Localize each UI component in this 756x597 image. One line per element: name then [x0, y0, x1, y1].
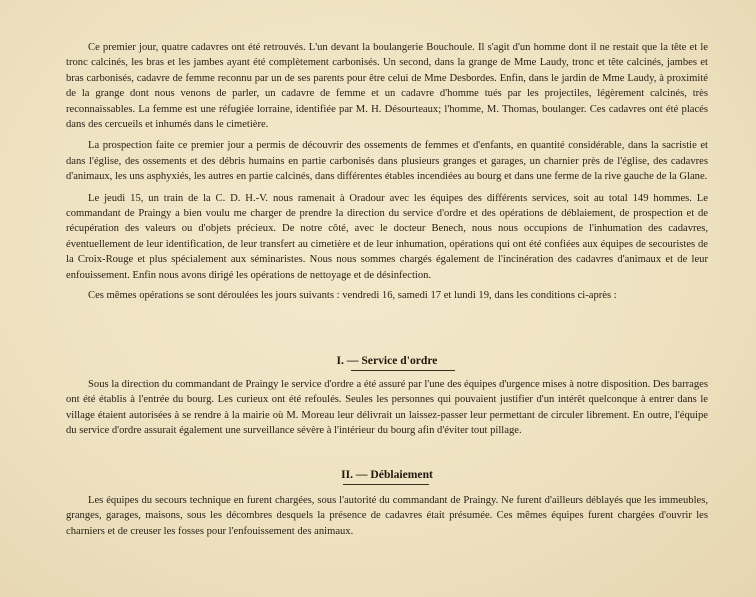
heading-underline-2 — [343, 484, 429, 485]
paragraph-2: La prospection faite ce premier jour a permis de découvrir des ossements de femmes et d'enfants, en quantité considérable, dans la sacristie et dans l'église, des ossements et des débris humains en partie carbonisés dans plusieurs granges et garages, un charnier près de l'église, des cadavres d'animaux, les uns asphyxiés, les autres en partie calcinés, dans différentes étables incendiées au bourg et dans une ferme de la rive gauche de la Glane. — [66, 140, 708, 183]
section-heading-2: II. — Déblaiement — [341, 468, 433, 481]
paragraph-1: Ce premier jour, quatre cadavres ont été retrouvés. L'un devant la boulangerie Bouchoule. Il s'agit d'un homme dont il ne restait que la tête et le tronc calcinés, les bras et les jambes ayant été complètement carbonisés. Un second, dans la grange de Mme Laudy, tronc et tête calcinés, jambes et bras carbonisés, cadavre de femme reconnu par un de ses parents pour être celui de Mme Desbordes. Enfin, dans le jardin de Mme Laudy, à proximité de la grange dont nous venons de parler, un cadavre de femme et un cadavre d'homme tués par les projectiles, légèrement calcinés, très reconnaissables. La femme est une réfugiée lorraine, identifiée par M. H. Désourteaux; l'homme, M. Thomas, boulanger. Ces cadavres ont été placés dans des cercueils et inhumés dans le cimetière. — [66, 42, 708, 131]
section-heading-1: I. — Service d'ordre — [336, 354, 438, 367]
text-section-1 — [66, 40, 708, 304]
paragraph-5: Sous la direction du commandant de Praingy le service d'ordre a été assuré par l'une des équipes d'urgence mises à notre disposition. Des barrages ont été établis à l'entrée du bourg. Les curieux ont été refoulés. Seules les personnes qui pouvaient justifier d'un intérêt quelconque à entrer dans le village étaient autorisées à se rendre à la mairie où M. Moreau leur délivrait un laissez-passer leur permettant de circuler librement. En outre, l'équipe du service d'ordre assurait également une surveillance sévère à l'intérieur du bourg afin d'éviter tout pillage. — [66, 379, 708, 437]
text-section-2 — [66, 377, 708, 439]
text-section-3 — [66, 493, 708, 539]
paragraph-4: Ces mêmes opérations se sont déroulées les jours suivants : vendredi 16, samedi 17 et lundi 19, dans les conditions ci-après : — [88, 290, 617, 302]
paragraph-3: Le jeudi 15, un train de la C. D. H.-V. nous ramenait à Oradour avec les équipes des différents services, soit au total 149 hommes. Le commandant de Praingy a bien voulu me charger de prendre la direction du service d'ordre et des opérations de déblaiement, de prospection et de récupération des valeurs ou d'objets précieux. De notre côté, avec le docteur Benech, nous nous occupions de l'inhumation des cadavres, éventuellement de leur identification, de leur transfert au cimetière et de leur inhumation, opérations qui ont été confiées aux équipes de secouristes de la Croix-Rouge et plus spécialement aux séminaristes. Nous nous sommes chargés également de l'incinération des cadavres d'animaux et de leur enfouissement. Enfin nous avons dirigé les opérations de nettoyage et de désinfection. — [66, 192, 708, 281]
heading-underline-1 — [351, 370, 455, 371]
paragraph-6: Les équipes du secours technique en furent chargées, sous l'autorité du commandant de Praingy. Ne furent d'ailleurs déblayés que les immeubles, granges, garages, maisons, sous les décombres desquels la présence de cadavres était présumée. Ces mêmes équipes furent chargées d'ouvrir les charniers et de creuser les fosses pour l'enfouissement des animaux. — [66, 495, 708, 537]
